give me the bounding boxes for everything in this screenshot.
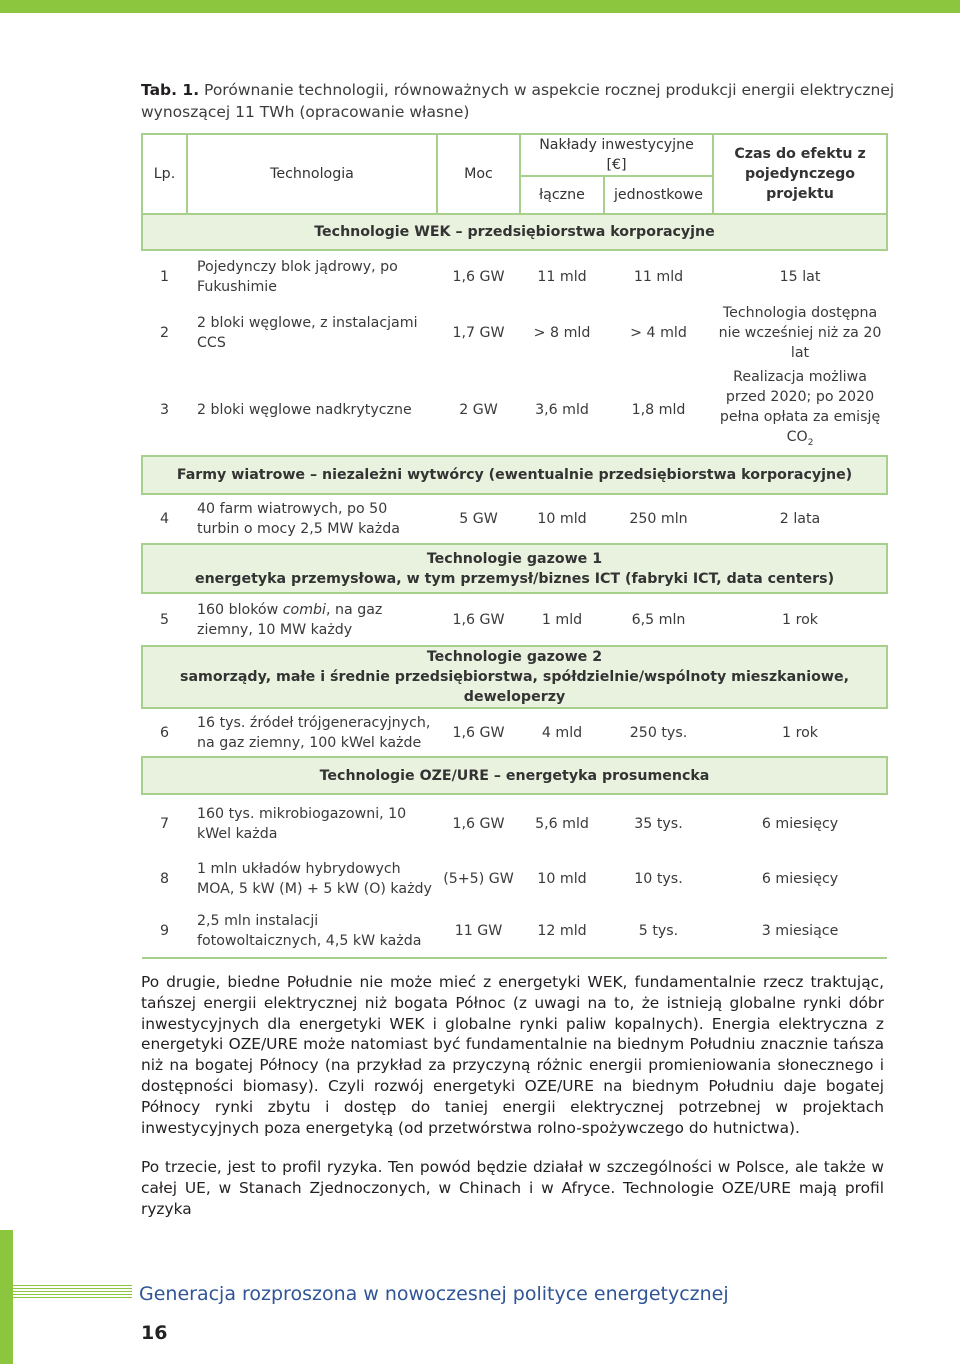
footer-decorative-lines <box>0 1285 132 1300</box>
section-title: Technologie gazowe 1 <box>426 550 603 567</box>
row-total: 1 mld <box>520 593 604 646</box>
row-technology: 40 farm wiatrowych, po 50 turbin o mocy 2,5 MW każda <box>187 494 437 544</box>
row-power: 1,7 GW <box>452 325 505 341</box>
row-power: 5 GW <box>437 494 520 544</box>
row-technology: Pojedynczy blok jądrowy, po Fukushimie <box>187 250 437 302</box>
row-technology <box>187 593 437 646</box>
row-technology: 16 tys. źródeł trójgeneracyjnych, na gaz ziemny, 100 kWel każde <box>187 708 437 757</box>
row-total: 3,6 mld <box>520 364 604 456</box>
header-investment-label: Nakłady inwestycyjne <box>539 137 694 153</box>
tech-text-pre: 160 bloków <box>197 601 283 618</box>
row-unit: 250 tys. <box>604 708 713 757</box>
row-unit: 11 mld <box>604 250 713 302</box>
header-power: Moc <box>437 134 520 214</box>
section-title-oze: Technologie OZE/URE – energetyka prosumencka <box>142 757 887 794</box>
row-total: 11 mld <box>520 250 604 302</box>
header-total: łączne <box>520 176 604 214</box>
row-power: 2 GW <box>437 364 520 456</box>
row-lp: 8 <box>159 870 170 887</box>
row-unit: 1,8 mld <box>604 364 713 456</box>
caption-text: Porównanie technologii, równoważnych w aspekcie rocznej produkcji energii elektrycznej wynoszącej 11 TWh (opracowanie własne) <box>141 81 895 121</box>
section-title-gas-1 <box>142 544 887 593</box>
row-time <box>713 364 887 456</box>
header-time: Czas do efektu z pojedynczego projektu <box>713 134 887 214</box>
row-time: Technologia dostępna nie wcześniej niż za 20 lat <box>718 305 882 361</box>
caption-label: Tab. 1. <box>141 81 200 99</box>
header-unit: jednostkowe <box>604 176 713 214</box>
paragraph: Po drugie, biedne Południe nie może mieć z energetyki WEK, fundamentalnie rzecz traktując, tańszej energii elektrycznej niż bogata Północ (z uwagi na to, że istnieją globalne rynki dóbr inwestycyjnych dla energetyki WEK i globalne rynki paliw kopalnych). Energia elektryczna z energetyki OZE/URE może natomiast być fundamentalnie na biednym Południu znacznie tańsza niż na bogatej Północy (na przykład za przyczyną różnic energii promieniowania słonecznego i dostępności biomasy). Czyli rozwój energetyki OZE/URE na biednym Południu daje bogatej Północy rynki zbytu i dostęp do taniej energii elektrycznej potrzebnej w projektach inwestycyjnych poza energetyką (od przetwórstwa rolno-spożywczego do hutnictwa). <box>141 973 884 1137</box>
row-lp: 5 <box>142 593 187 646</box>
row-total: 10 mld <box>537 870 587 887</box>
table-row <box>142 794 887 852</box>
row-time: 2 lata <box>713 494 887 544</box>
row-power: 1,6 GW <box>437 794 520 852</box>
footer-title: Generacja rozproszona w nowoczesnej polityce energetycznej <box>139 1283 729 1305</box>
tech-text-italic: combi <box>282 601 326 618</box>
table-caption <box>141 79 901 123</box>
row-time: 15 lat <box>713 250 887 302</box>
table-row <box>142 708 887 757</box>
row-unit: 35 tys. <box>604 794 713 852</box>
row-total: 12 mld <box>520 905 604 958</box>
table-row <box>142 364 887 456</box>
row-total: > 8 mld <box>533 325 591 341</box>
row-total: 10 mld <box>520 494 604 544</box>
paragraph: Po trzecie, jest to profil ryzyka. Ten powód będzie działał w szczególności w Polsce, ale także w całej UE, w Stanach Zjednoczonych, w Chinach i w Afryce. Technologie OZE/URE mają profil ryzyka <box>141 1158 884 1218</box>
row-technology: 2 bloki węglowe, z instalacjami CCS <box>197 315 418 351</box>
header-technology: Technologia <box>187 134 437 214</box>
page-number: 16 <box>141 1322 168 1344</box>
row-unit: 10 tys. <box>634 870 683 887</box>
row-total: 4 mld <box>520 708 604 757</box>
header-investment-unit: [€] <box>606 157 627 173</box>
row-power: 1,6 GW <box>437 708 520 757</box>
row-technology: 1 mln układów hybrydowych MOA, 5 kW (M) + 5 kW (O) każdy <box>197 860 432 897</box>
row-total: 5,6 mld <box>520 794 604 852</box>
body-text <box>141 972 884 1239</box>
row-time: 1 rok <box>713 593 887 646</box>
row-unit: 250 mln <box>604 494 713 544</box>
row-time: 6 miesięcy <box>713 794 887 852</box>
row-lp: 4 <box>142 494 187 544</box>
tech-text-post: , na gaz ziemny, 10 MW każdy <box>197 601 383 638</box>
row-technology: 2 bloki węglowe nadkrytyczne <box>187 364 437 456</box>
co2-subscript: 2 <box>807 437 814 448</box>
row-power: (5+5) GW <box>443 870 514 887</box>
section-title: Technologie gazowe 2 <box>426 649 603 665</box>
row-technology: 160 tys. mikrobiogazowni, 10 kWel każda <box>187 794 437 852</box>
top-accent-bar <box>0 0 960 13</box>
row-unit: 5 tys. <box>604 905 713 958</box>
section-title-wind: Farmy wiatrowe – niezależni wytwórcy (ewentualnie przedsiębiorstwa korporacyjne) <box>142 456 887 494</box>
table-row <box>142 852 887 905</box>
row-time: 1 rok <box>713 708 887 757</box>
section-title-gas-2 <box>142 646 887 708</box>
row-time: 3 miesiące <box>713 905 887 958</box>
table-row <box>142 593 887 646</box>
row-lp: 9 <box>142 905 187 958</box>
header-lp: Lp. <box>142 134 187 214</box>
row-lp: 6 <box>142 708 187 757</box>
row-lp: 3 <box>142 364 187 456</box>
row-time-text: Realizacja możliwa przed 2020; po 2020 pełna opłata za emisję CO <box>719 368 881 445</box>
row-lp: 1 <box>142 250 187 302</box>
row-power: 11 GW <box>437 905 520 958</box>
row-lp: 7 <box>142 794 187 852</box>
section-subtitle: samorządy, małe i średnie przedsiębiorstwa, spółdzielnie/wspólnoty mieszkaniowe, deweloperzy <box>180 669 849 705</box>
row-time: 6 miesięcy <box>761 870 839 887</box>
table-row <box>142 250 887 302</box>
row-technology: 2,5 mln instalacji fotowoltaicznych, 4,5 kW każda <box>187 905 437 958</box>
table-row <box>142 302 887 364</box>
row-unit: 6,5 mln <box>604 593 713 646</box>
row-power: 1,6 GW <box>437 250 520 302</box>
table-row <box>142 905 887 958</box>
row-unit: > 4 mld <box>630 325 687 341</box>
section-subtitle: energetyka przemysłowa, w tym przemysł/biznes ICT (fabryki ICT, data centers) <box>194 570 835 587</box>
row-lp: 2 <box>159 325 170 341</box>
row-power: 1,6 GW <box>437 593 520 646</box>
comparison-table <box>141 133 888 959</box>
header-investment <box>520 134 713 176</box>
table-row <box>142 494 887 544</box>
section-title-wek: Technologie WEK – przedsiębiorstwa korporacyjne <box>142 214 887 250</box>
